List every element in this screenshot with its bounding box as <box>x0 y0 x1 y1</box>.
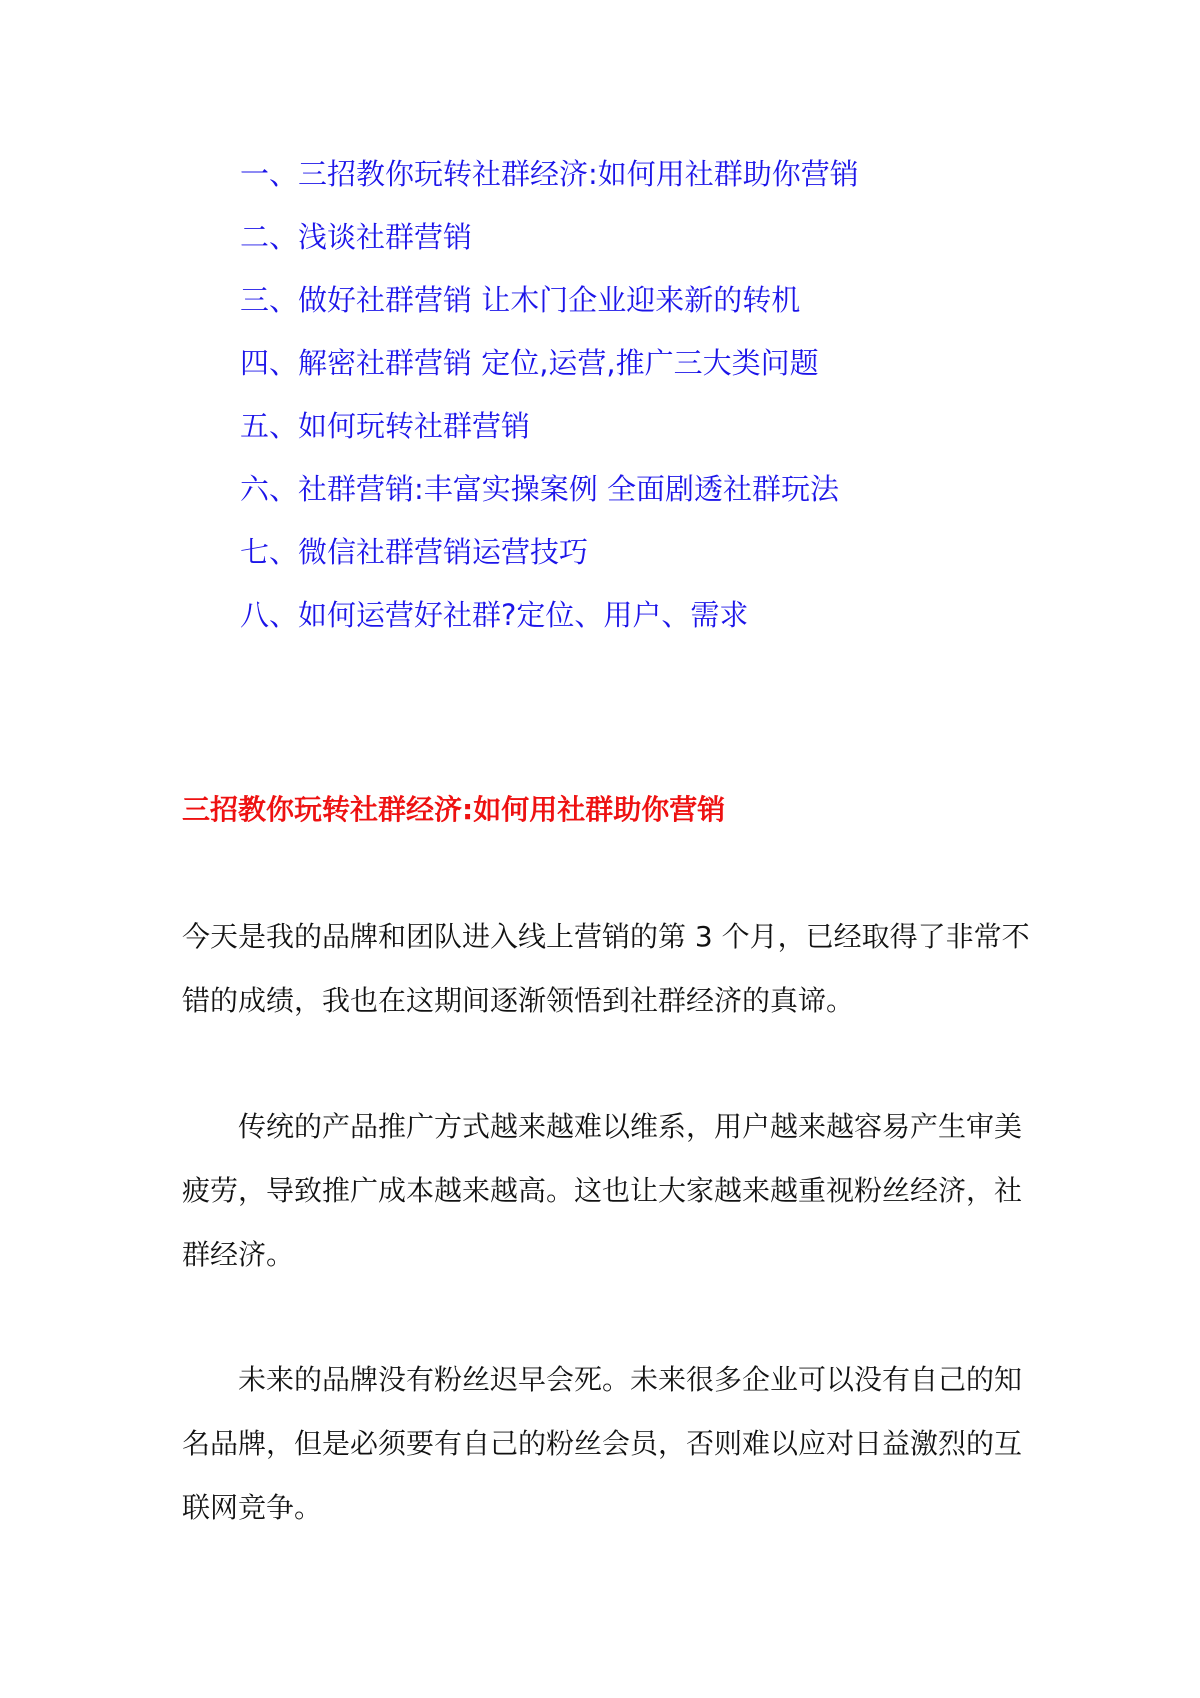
table-of-contents <box>240 155 859 659</box>
article-paragraph-2: 传统的产品推广方式越来越难以维系，用户越来越容易产生审美疲劳，导致推广成本越来越高。这也让大家越来越重视粉丝经济，社群经济。 <box>182 1110 1023 1271</box>
toc-link-8[interactable]: 八、如何运营好社群?定位、用户、需求 <box>240 598 749 632</box>
toc-link-1[interactable]: 一、三招教你玩转社群经济:如何用社群助你营销 <box>240 157 859 191</box>
toc-link-6[interactable]: 六、社群营销:丰富实操案例 全面剧透社群玩法 <box>240 472 839 506</box>
article-paragraph-1: 今天是我的品牌和团队进入线上营销的第 3 个月，已经取得了非常不错的成绩，我也在这期间逐渐领悟到社群经济的真谛。 <box>182 920 1030 1017</box>
toc-link-5[interactable]: 五、如何玩转社群营销 <box>240 409 531 443</box>
toc-link-2[interactable]: 二、浅谈社群营销 <box>240 220 473 254</box>
toc-link-4[interactable]: 四、解密社群营销 定位,运营,推广三大类问题 <box>240 346 819 380</box>
toc-link-7[interactable]: 七、微信社群营销运营技巧 <box>240 535 589 569</box>
article-title: 三招教你玩转社群经济:如何用社群助你营销 <box>182 793 726 826</box>
article-paragraph-3: 未来的品牌没有粉丝迟早会死。未来很多企业可以没有自己的知名品牌，但是必须要有自己的粉丝会员，否则难以应对日益激烈的互联网竞争。 <box>182 1363 1023 1524</box>
toc-link-3[interactable]: 三、做好社群营销 让木门企业迎来新的转机 <box>240 283 801 317</box>
